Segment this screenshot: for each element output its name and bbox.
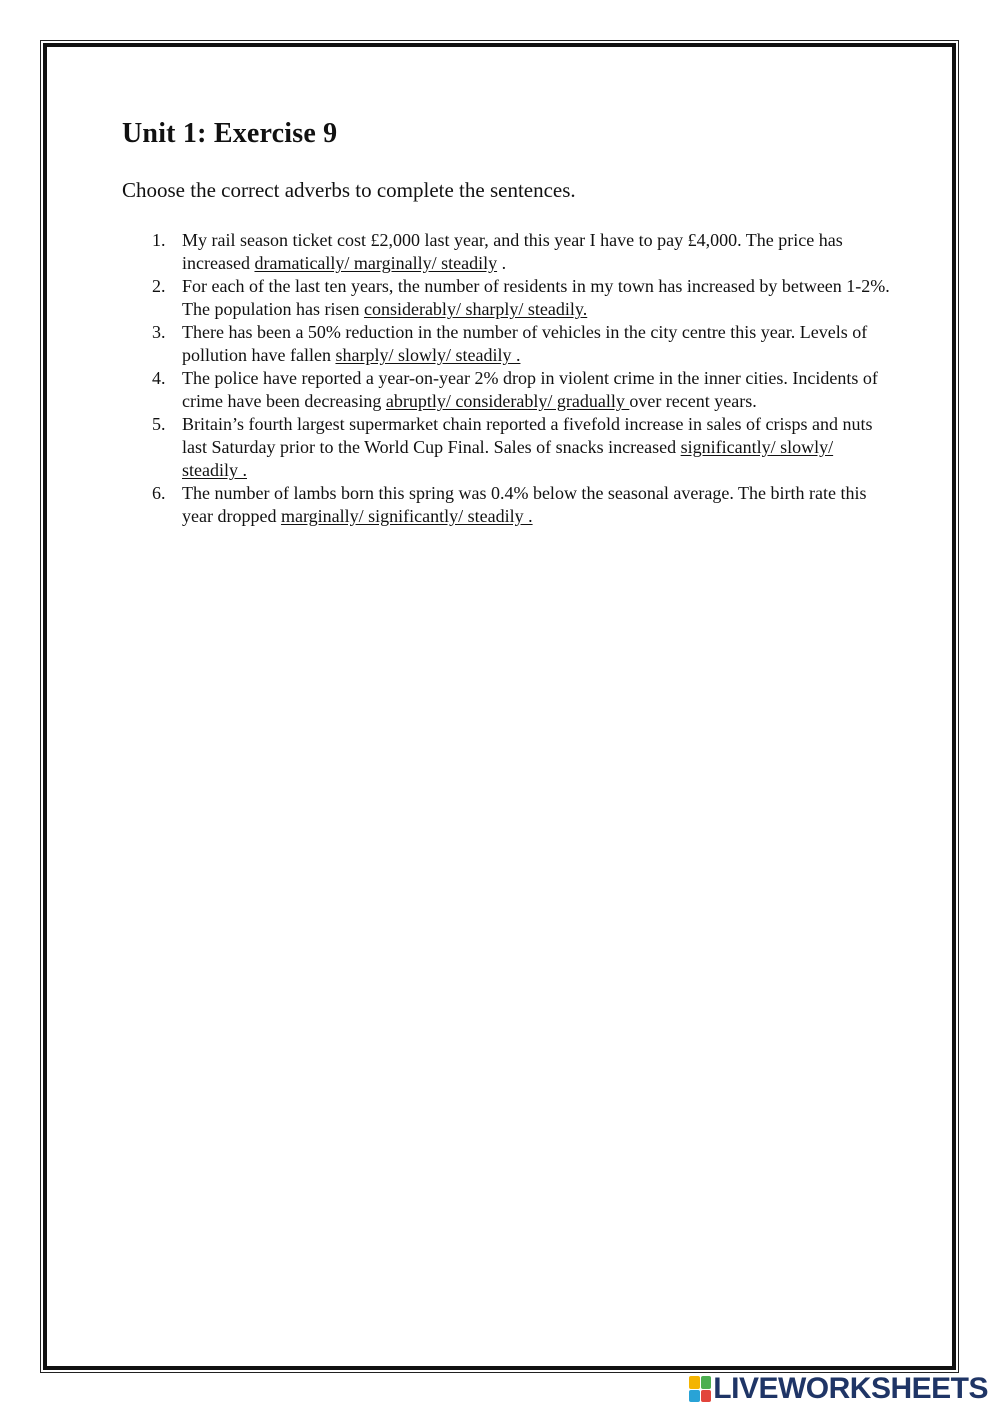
- adverb-options[interactable]: abruptly/ considerably/ gradually: [385, 391, 630, 411]
- item-text: The number of lambs born this spring was 0.4% below the seasonal average. The birth: [182, 483, 805, 503]
- adverb-options[interactable]: sharply/ slowly/ steadily .: [335, 345, 521, 365]
- adverb-options[interactable]: considerably/ sharply/ steadily.: [363, 299, 588, 319]
- item-text: The police have reported a year-on-year 2% drop in violent crime in the inner cities.: [182, 368, 788, 388]
- item-number: 6.: [152, 483, 166, 503]
- item-text-continued: between 1-2%. The population has risen: [182, 276, 890, 319]
- item-text: Britain’s fourth largest supermarket chain reported a fivefold increase in sales of crisps and nuts last Saturday prior to the World Cup Final. Sales of snacks increased: [182, 414, 873, 457]
- item-number: 1.: [152, 230, 166, 250]
- item-text: There has been a 50% reduction in the number of vehicles in the city centre this year.: [182, 322, 796, 342]
- item-number: 5.: [152, 414, 166, 434]
- item-text-continued: Incidents of crime have been decreasing: [182, 368, 878, 411]
- adverb-options[interactable]: significantly/ slowly/ steadily .: [182, 437, 834, 480]
- item-text-continued: Levels of pollution have fallen: [182, 322, 868, 365]
- badge-square-e: [701, 1390, 712, 1403]
- item-number: 4.: [152, 368, 166, 388]
- instruction-text: Choose the correct adverbs to complete the sentences.: [122, 178, 576, 202]
- item-number: 3.: [152, 322, 166, 342]
- item-text: My rail season ticket cost £2,000 last year, and this year I have to pay £4,000. The: [182, 230, 774, 250]
- item-text: For each of the last ten years, the number of residents in my town has increased by: [182, 276, 778, 296]
- list-item: [122, 229, 892, 275]
- adverb-options[interactable]: marginally/ significantly/ steadily .: [280, 506, 533, 526]
- liveworksheets-badge-icon: [689, 1376, 711, 1402]
- item-number: 2.: [152, 276, 166, 296]
- badge-square-v: [689, 1390, 700, 1403]
- item-text-after: .: [497, 253, 507, 273]
- badge-square-i: [701, 1376, 712, 1389]
- list-item: [122, 367, 892, 413]
- list-item: [122, 275, 892, 321]
- liveworksheets-logo[interactable]: [689, 1372, 988, 1406]
- item-text-continued: price has increased: [182, 230, 843, 273]
- adverb-options[interactable]: dramatically/ marginally/ steadily: [254, 253, 498, 273]
- list-item: [122, 413, 892, 482]
- list-item: [122, 321, 892, 367]
- logo-text: LIVEWORKSHEETS: [713, 1372, 988, 1405]
- badge-square-l: [689, 1376, 700, 1389]
- item-text-after: over recent years.: [629, 391, 757, 411]
- worksheet-content: [122, 118, 892, 528]
- exercise-list: [122, 229, 892, 528]
- list-item: [122, 482, 892, 528]
- item-text-continued: rate this year dropped: [182, 483, 867, 526]
- page-title: Unit 1: Exercise 9: [122, 118, 338, 149]
